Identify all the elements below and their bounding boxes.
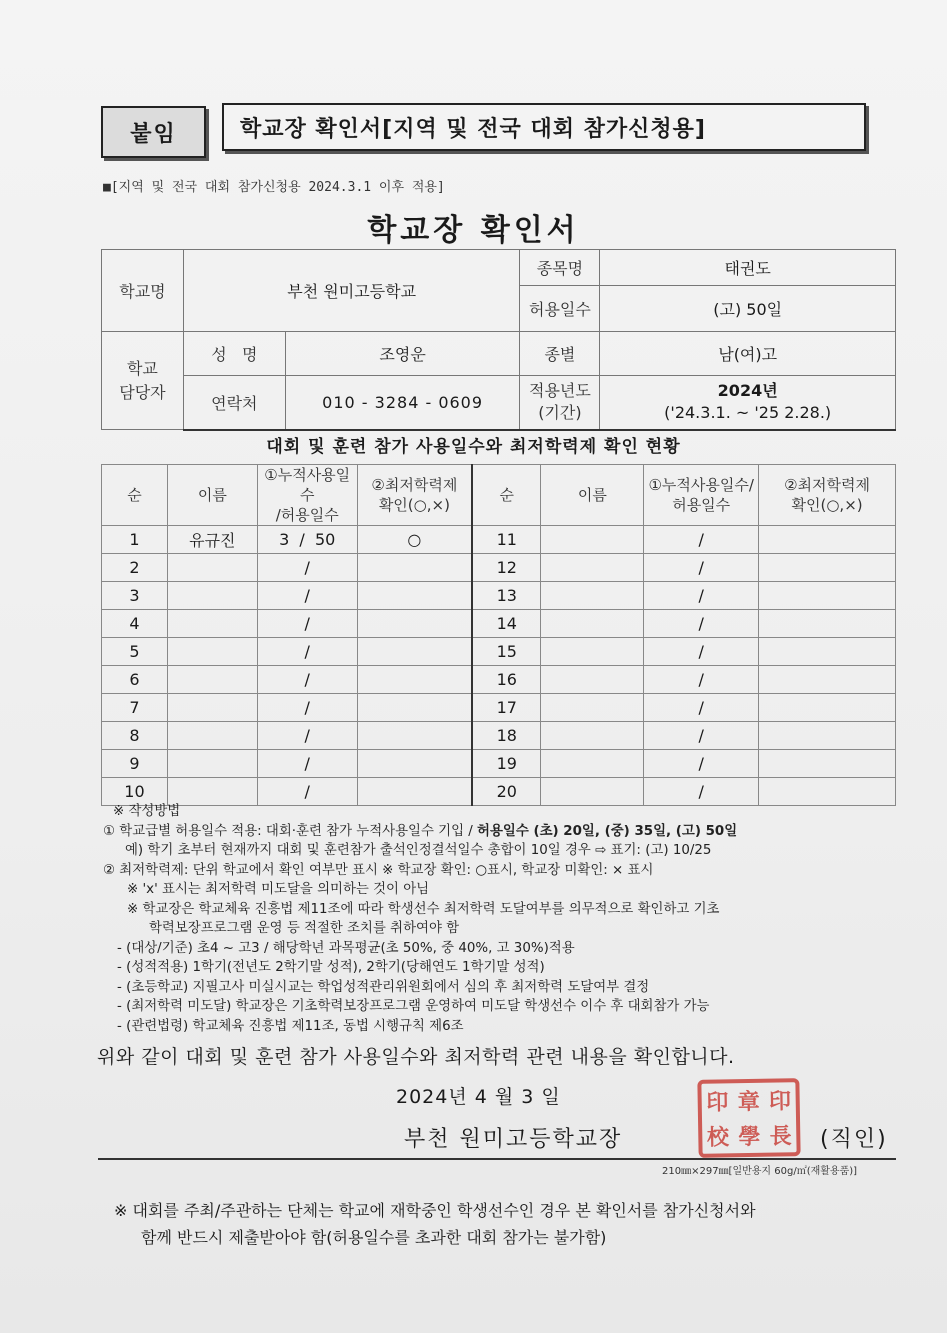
row-no-right: 14	[472, 610, 541, 638]
row-check-right	[759, 610, 896, 638]
row-check-right	[759, 582, 896, 610]
row-name-right	[541, 722, 644, 750]
contact-label: 연락처	[183, 376, 285, 430]
roster-table	[101, 464, 896, 806]
table-row	[102, 750, 896, 778]
row-check	[357, 694, 472, 722]
detail-3: - (초등학교) 지필고사 미실시교는 학업성적관리위원회에서 심의 후 최저학력 도달여부 결정	[117, 979, 650, 995]
col-no-header: 순	[102, 465, 168, 526]
table-row	[102, 638, 896, 666]
row-days: /	[257, 694, 357, 722]
row-name-right	[541, 638, 644, 666]
year-label: 적용년도 (기간)	[520, 376, 600, 430]
row-no-right: 18	[472, 722, 541, 750]
col-name-header-right: 이름	[541, 465, 644, 526]
table-row	[102, 610, 896, 638]
row-check-right	[759, 666, 896, 694]
row-days: /	[257, 666, 357, 694]
detail-2: - (성적적용) 1학기(전년도 2학기말 성적), 2학기(당해연도 1학기말 성적)	[117, 960, 545, 975]
row-no-right: 15	[472, 638, 541, 666]
row-days: /	[257, 610, 357, 638]
allowed-days-label: 허용일수	[520, 286, 600, 332]
row-days-right: /	[644, 750, 759, 778]
table-row	[102, 694, 896, 722]
row-check-right	[759, 526, 896, 554]
row-no: 2	[102, 554, 168, 582]
row-name	[167, 750, 257, 778]
check-header-line2: 확인(○,×)	[378, 496, 450, 514]
note-1-example: 예) 학기 초부터 현재까지 대회 및 훈련참가 출석인정결석일수 총합이 10일 경우 ⇨ 표기: (고) 10/25	[125, 843, 712, 858]
attachment-tag: 붙임	[101, 106, 206, 158]
table-row	[102, 666, 896, 694]
section-title: 대회 및 훈련 참가 사용일수와 최저학력제 확인 현황	[266, 437, 681, 457]
confirmation-statement: 위와 같이 대회 및 훈련 참가 사용일수와 최저학력 관련 내용을 확인합니다.	[97, 1046, 735, 1068]
row-days: /	[257, 778, 357, 806]
school-name-label: 학교명	[102, 250, 184, 332]
col-name-header: 이름	[167, 465, 257, 526]
sport-value: 태권도	[600, 250, 896, 286]
row-days: /	[257, 582, 357, 610]
row-name-right	[541, 610, 644, 638]
note-4-cont: 학력보장프로그램 운영 등 적절한 조치를 취하여야 함	[149, 921, 460, 936]
footer-line-2: 함께 반드시 제출받아야 함(허용일수를 초과한 대회 참가는 불가함)	[141, 1228, 607, 1247]
principal-title: 부천 원미고등학교장	[404, 1127, 623, 1152]
row-days: /	[257, 554, 357, 582]
year-value: 2024년	[717, 381, 778, 401]
col-days-header	[257, 465, 357, 526]
row-days: /	[257, 722, 357, 750]
confirmation-date: 2024년 4 월 3 일	[396, 1086, 561, 1108]
row-check-right	[759, 722, 896, 750]
table-row	[102, 554, 896, 582]
row-no: 8	[102, 722, 168, 750]
row-no-right: 17	[472, 694, 541, 722]
row-no: 1	[102, 526, 168, 554]
row-check	[357, 582, 472, 610]
divider	[98, 1158, 896, 1160]
row-days-right: /	[644, 554, 759, 582]
notes-heading: ※ 작성방법	[113, 804, 181, 819]
days-header-right-line2: 허용일수	[672, 496, 731, 514]
row-no: 5	[102, 638, 168, 666]
school-info-table	[101, 249, 896, 431]
col-check-header	[357, 465, 472, 526]
row-check: ○	[357, 526, 472, 554]
table-row	[102, 722, 896, 750]
row-no: 7	[102, 694, 168, 722]
row-no-right: 16	[472, 666, 541, 694]
table-row	[102, 582, 896, 610]
row-name	[167, 582, 257, 610]
detail-1: - (대상/기준) 초4 ~ 고3 / 해당학년 과목평균(초 50%, 중 40%, 고 30%)적용	[117, 940, 575, 956]
note-4: ※ 학교장은 학교체육 진흥법 제11조에 따라 학생선수 최저학력 도달여부를 의무적으로 확인하고 기초	[127, 901, 720, 917]
gender-label: 종별	[520, 332, 600, 376]
row-name	[167, 638, 257, 666]
row-days: 3 / 50	[257, 526, 357, 554]
school-manager-label: 학교 담당자	[102, 332, 184, 430]
row-days-right: /	[644, 638, 759, 666]
footer-note	[114, 1197, 874, 1251]
days-header-line2: /허용일수	[275, 506, 339, 524]
note-1-text: ① 학교급별 허용일수 적용: 대회·훈련 참가 누적사용일수 기입 /	[103, 823, 478, 839]
row-no-right: 20	[472, 778, 541, 806]
row-no-right: 11	[472, 526, 541, 554]
row-days-right: /	[644, 610, 759, 638]
contact-value: 010 - 3284 - 0609	[285, 376, 520, 430]
note-3: ※ 'x' 표시는 최저학력 미도달을 의미하는 것이 아님	[127, 882, 430, 897]
row-no: 9	[102, 750, 168, 778]
row-no: 10	[102, 778, 168, 806]
row-no-right: 19	[472, 750, 541, 778]
row-check	[357, 610, 472, 638]
manager-name-value: 조영운	[285, 332, 520, 376]
detail-5: - (관련법령) 학교체육 진흥법 제11조, 동법 시행규칙 제6조	[117, 1018, 464, 1034]
row-name-right	[541, 582, 644, 610]
row-name-right	[541, 750, 644, 778]
manager-name-label: 성 명	[183, 332, 285, 376]
row-check	[357, 554, 472, 582]
days-header-line1: ①누적사용일수	[264, 466, 351, 504]
row-check-right	[759, 638, 896, 666]
school-name-value: 부천 원미고등학교	[183, 250, 520, 332]
row-name	[167, 722, 257, 750]
row-days-right: /	[644, 778, 759, 806]
row-name-right	[541, 694, 644, 722]
row-days: /	[257, 750, 357, 778]
row-days-right: /	[644, 526, 759, 554]
days-header-right-line1: ①누적사용일수/	[648, 476, 754, 494]
check-header-right-line2: 확인(○,×)	[791, 496, 863, 514]
col-days-header-right	[644, 465, 759, 526]
col-no-header-right: 순	[472, 465, 541, 526]
paper-spec: 210㎜×297㎜[일반용지 60g/㎡(재활용품)]	[662, 1166, 858, 1177]
row-name: 유규진	[167, 526, 257, 554]
row-check	[357, 722, 472, 750]
check-header-right-line1: ②최저학력제	[784, 476, 870, 494]
row-no: 6	[102, 666, 168, 694]
page-title: 학교장 확인서	[367, 213, 580, 248]
footer-line-1: ※ 대회를 주최/주관하는 단체는 학교에 재학중인 학생선수인 경우 본 확인서를 참가신청서와	[114, 1201, 756, 1220]
col-check-header-right	[759, 465, 896, 526]
row-check	[357, 750, 472, 778]
row-no: 3	[102, 582, 168, 610]
row-check	[357, 666, 472, 694]
applicability-note: ■[지역 및 전국 대회 참가신청용 2024.3.1 이후 적용]	[103, 180, 445, 195]
row-name-right	[541, 554, 644, 582]
note-2: ② 최저학력제: 단위 학교에서 확인 여부만 표시 ※ 학교장 확인: ○표시, 학교장 미확인: × 표시	[103, 862, 654, 878]
row-check-right	[759, 694, 896, 722]
row-name	[167, 694, 257, 722]
row-name-right	[541, 526, 644, 554]
detail-4: - (최저학력 미도달) 학교장은 기초학력보장프로그램 운영하여 미도달 학생선수 이수 후 대회참가 가능	[117, 999, 710, 1014]
row-check-right	[759, 554, 896, 582]
row-days: /	[257, 638, 357, 666]
row-name	[167, 610, 257, 638]
gender-value: 남(여)고	[600, 332, 896, 376]
note-1-bold: 허용일수 (초) 20일, (중) 35일, (고) 50일	[477, 823, 738, 839]
row-name-right	[541, 666, 644, 694]
official-seal-stamp: 印 章 印 校 學 長	[697, 1078, 800, 1158]
period-value: ('24.3.1. ~ '25 2.28.)	[664, 403, 832, 423]
note-1	[103, 822, 903, 842]
writing-instructions	[103, 802, 903, 1036]
row-days-right: /	[644, 582, 759, 610]
row-no-right: 13	[472, 582, 541, 610]
row-check-right	[759, 750, 896, 778]
seal-label: (직인)	[820, 1127, 888, 1152]
row-name	[167, 666, 257, 694]
row-days-right: /	[644, 666, 759, 694]
row-no-right: 12	[472, 554, 541, 582]
row-name	[167, 554, 257, 582]
check-header-line1: ②최저학력제	[371, 476, 458, 494]
sport-label: 종목명	[520, 250, 600, 286]
row-days-right: /	[644, 722, 759, 750]
form-header-title: 학교장 확인서[지역 및 전국 대회 참가신청용]	[222, 103, 866, 151]
row-check	[357, 638, 472, 666]
allowed-days-value: (고) 50일	[600, 286, 896, 332]
row-days-right: /	[644, 694, 759, 722]
table-row	[102, 526, 896, 554]
row-no: 4	[102, 610, 168, 638]
